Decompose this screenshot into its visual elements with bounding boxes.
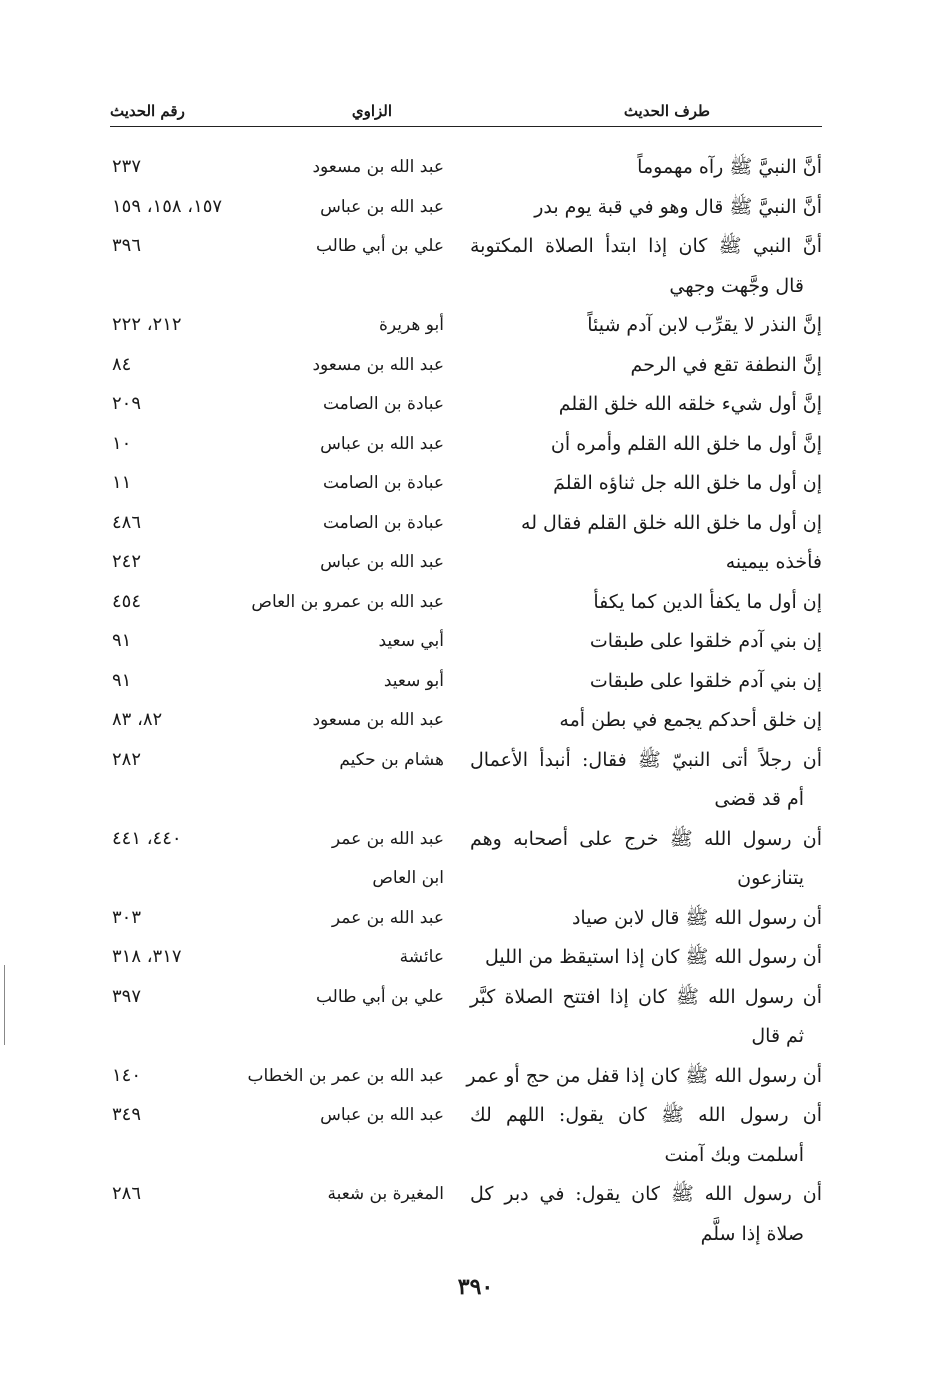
index-row-line xyxy=(110,622,822,662)
hadith-number: ٢٨٢ xyxy=(112,748,142,770)
index-row xyxy=(110,346,822,386)
index-row-line xyxy=(110,425,822,465)
hadith-text: أن رسول الله ﷺ كان يقول: في دبر كل xyxy=(470,1183,822,1205)
hadith-number: ٢١٢، ٢٢٢ xyxy=(112,314,182,335)
hadith-number: ١٥٧، ١٥٨، ١٥٩ xyxy=(112,195,223,217)
hadith-text: فأخذه بيمينه xyxy=(725,551,822,573)
narrator-name: عبد الله بن عمرو بن العاص xyxy=(251,591,444,612)
index-row-line xyxy=(110,741,822,781)
hadith-text: أنَّ النبيَّ ﷺ رآه مهموماً xyxy=(637,156,822,178)
narrator-name: عبادة بن الصامت xyxy=(322,473,444,493)
hadith-text-continuation: أسلمت وبك آمنت xyxy=(664,1143,804,1166)
hadith-number: ٢٨٦ xyxy=(112,1183,142,1204)
index-row xyxy=(110,306,822,346)
index-row-line xyxy=(110,583,822,623)
hadith-text: إن أول ما خلق الله جل ثناؤه القلمَ xyxy=(553,472,822,494)
index-row xyxy=(110,464,822,504)
narrator-name: المغيرة بن شعبة xyxy=(327,1184,444,1204)
index-row xyxy=(110,938,822,978)
hadith-number: ٣٩٦ xyxy=(112,235,142,256)
narrator-name: علي بن أبي طالب xyxy=(315,986,444,1007)
narrator-name: هشام بن حكيم xyxy=(339,749,444,770)
index-row xyxy=(110,978,822,1057)
narrator-name: عبادة بن الصامت xyxy=(322,394,444,414)
hadith-text: أنَّ النبي ﷺ كان إذا ابتدأ الصلاة المكتوبة xyxy=(470,235,822,257)
index-row xyxy=(110,1057,822,1097)
hadith-number: ٢٠٩ xyxy=(112,393,142,414)
narrator-name: عبد الله بن عمر xyxy=(331,828,444,849)
hadith-text: إنَّ النطفة تقع في الرحم xyxy=(630,353,822,376)
narrator-name: عبد الله بن عمر بن الخطاب xyxy=(247,1065,444,1086)
hadith-text: أن رسول الله ﷺ خرج على أصحابه وهم xyxy=(470,827,822,850)
hadith-number: ٨٤ xyxy=(112,353,132,375)
index-row xyxy=(110,227,822,306)
index-row-line xyxy=(110,1096,822,1136)
hadith-text: إن أول ما خلق الله خلق القلم فقال له xyxy=(521,511,822,534)
index-row xyxy=(110,820,822,899)
hadith-text: إن خلق أحدكم يجمع في بطن أمه xyxy=(559,709,822,731)
index-row-continuation-line xyxy=(110,859,822,899)
index-row xyxy=(110,425,822,465)
hadith-text: إنَّ أول شيء خلقه الله خلق القلم xyxy=(558,393,822,415)
hadith-text: أن رسول الله ﷺ كان إذا افتتح الصلاة كبَّر xyxy=(470,985,822,1008)
index-row-line xyxy=(110,701,822,741)
index-row xyxy=(110,622,822,662)
hadith-number: ١٤٠ xyxy=(112,1064,142,1086)
index-row xyxy=(110,188,822,228)
narrator-name-continuation: ابن العاص xyxy=(372,868,444,888)
hadith-text-continuation: ثم قال xyxy=(751,1025,804,1047)
hadith-text-continuation: يتنازعون xyxy=(737,867,804,889)
index-row xyxy=(110,662,822,702)
index-row xyxy=(110,701,822,741)
hadith-text: أن رسول الله ﷺ قال لابن صياد xyxy=(571,906,822,929)
hadith-text: أن رسول الله ﷺ كان إذا استيقظ من الليل xyxy=(485,946,822,968)
hadith-number: ٨٢، ٨٣ xyxy=(112,709,163,730)
index-row-line xyxy=(110,938,822,978)
hadith-text: إن بني آدم خلقوا على طبقات xyxy=(589,669,822,692)
hadith-number: ٩١ xyxy=(112,669,132,691)
index-row xyxy=(110,1096,822,1175)
index-row-line xyxy=(110,227,822,267)
hadith-number: ٤٥٤ xyxy=(112,590,142,612)
number-column-header: رقم الحديث xyxy=(110,102,185,120)
index-row-continuation-line xyxy=(110,780,822,820)
index-row-line xyxy=(110,1175,822,1215)
narrator-name: عبد الله بن عباس xyxy=(320,196,444,217)
index-row-line xyxy=(110,820,822,860)
hadith-number: ٤٤٠، ٤٤١ xyxy=(112,827,182,849)
narrator-name: عبد الله بن عباس xyxy=(320,433,444,454)
index-row-line xyxy=(110,385,822,425)
page-number: ٣٩٠ xyxy=(457,1274,494,1300)
narrator-name: عبد الله بن مسعود xyxy=(312,354,444,375)
index-row xyxy=(110,543,822,583)
narrator-name: عبد الله بن مسعود xyxy=(312,710,444,730)
hadith-number: ٤٨٦ xyxy=(112,511,142,533)
hadith-number: ٢٣٧ xyxy=(112,156,142,177)
hadith-number: ٣١٧، ٣١٨ xyxy=(112,946,182,967)
index-row xyxy=(110,385,822,425)
narrator-name: علي بن أبي طالب xyxy=(315,236,444,256)
index-row-line xyxy=(110,306,822,346)
narrator-name: أبي سعيد xyxy=(378,631,444,651)
hadith-text: إنَّ أول ما خلق الله القلم وأمره أن xyxy=(550,432,822,455)
hadith-column-header: طرف الحديث xyxy=(623,102,710,120)
index-row-line xyxy=(110,662,822,702)
hadith-number: ٣٤٩ xyxy=(112,1104,142,1125)
hadith-text: إنَّ النذر لا يقرِّب لابن آدم شيئاً xyxy=(587,314,822,336)
index-row-line xyxy=(110,148,822,188)
index-row xyxy=(110,1175,822,1254)
narrator-name: أبو هريرة xyxy=(378,315,444,335)
index-row xyxy=(110,741,822,820)
hadith-text: أن رسول الله ﷺ كان يقول: اللهم لك xyxy=(470,1104,822,1126)
index-row-line xyxy=(110,464,822,504)
scan-edge-mark xyxy=(4,965,5,1045)
hadith-text: أن رسول الله ﷺ كان إذا قفل من حج أو عمر xyxy=(466,1064,822,1087)
hadith-text: أن رجلاً أتى النبيّ ﷺ فقال: أنبدأ الأعمال xyxy=(470,748,822,771)
hadith-number: ١١ xyxy=(112,472,132,493)
table-header xyxy=(110,96,822,127)
narrator-name: أبو سعيد xyxy=(383,670,444,691)
hadith-text-continuation: أم قد قضى xyxy=(714,788,804,810)
hadith-text: إن بني آدم خلقوا على طبقات xyxy=(589,630,822,652)
hadith-text: أنَّ النبيَّ ﷺ قال وهو في قبة يوم بدر xyxy=(534,195,822,218)
hadith-number: ١٠ xyxy=(112,432,132,454)
index-row-line xyxy=(110,1057,822,1097)
hadith-text: إن أول ما يكفأ الدين كما يكفأ xyxy=(593,590,822,613)
index-row-line xyxy=(110,504,822,544)
index-row-line xyxy=(110,978,822,1018)
index-row-continuation-line xyxy=(110,1017,822,1057)
narrator-name: عبد الله بن مسعود xyxy=(312,157,444,177)
index-row xyxy=(110,504,822,544)
index-row-continuation-line xyxy=(110,267,822,307)
hadith-text-continuation: قال وجَّهت وجهي xyxy=(669,274,804,297)
hadith-text-continuation: صلاة إذا سلَّم xyxy=(700,1222,804,1245)
narrator-name: عبد الله بن عمر xyxy=(331,907,444,928)
hadith-index-list xyxy=(110,148,822,1254)
hadith-number: ٣٠٣ xyxy=(112,906,142,928)
narrator-column-header: الزاوي xyxy=(351,102,392,120)
narrator-name: عبد الله بن عباس xyxy=(320,1105,444,1125)
narrator-name: عبد الله بن عباس xyxy=(320,552,444,572)
hadith-number: ٢٤٢ xyxy=(112,551,142,572)
index-row xyxy=(110,148,822,188)
index-row-continuation-line xyxy=(110,1136,822,1176)
index-row xyxy=(110,583,822,623)
index-row-line xyxy=(110,899,822,939)
index-row-continuation-line xyxy=(110,1215,822,1255)
narrator-name: عائشة xyxy=(399,947,444,967)
narrator-name: عبادة بن الصامت xyxy=(322,512,444,533)
index-row-line xyxy=(110,188,822,228)
index-row-line xyxy=(110,346,822,386)
hadith-number: ٣٩٧ xyxy=(112,985,142,1007)
hadith-number: ٩١ xyxy=(112,630,132,651)
index-row xyxy=(110,899,822,939)
index-row-line xyxy=(110,543,822,583)
